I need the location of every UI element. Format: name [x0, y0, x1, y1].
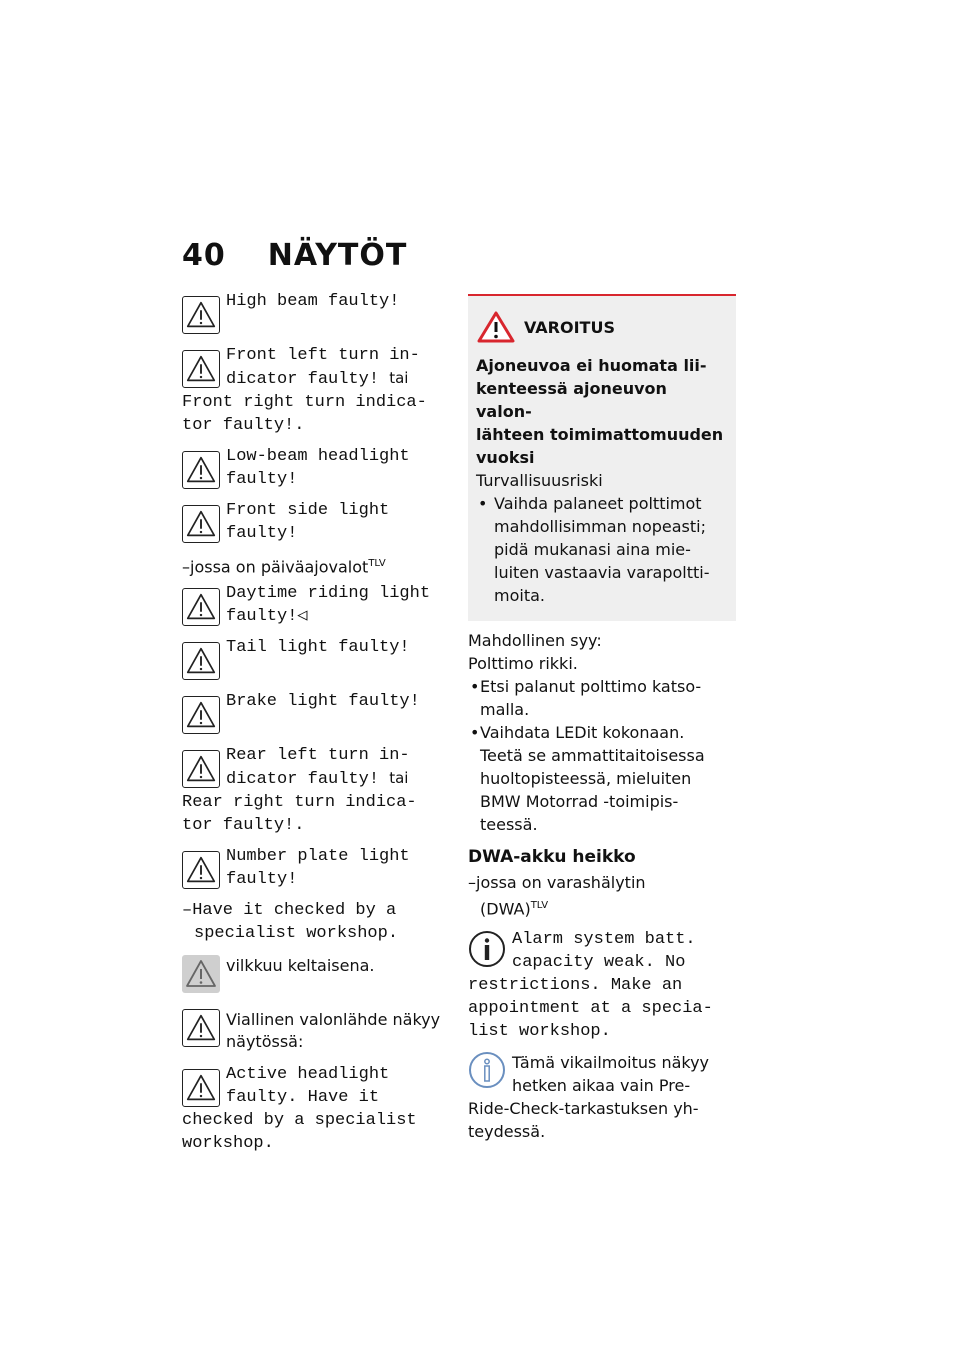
message-drl: Daytime riding light faulty!◁ — [182, 582, 452, 628]
warning-triangle-icon — [182, 505, 220, 543]
info-outline-icon — [468, 1051, 506, 1089]
warning-triangle-icon — [182, 1009, 220, 1047]
warning-triangle-icon — [182, 642, 220, 680]
message-alarm-battery: Alarm system batt. capacity weak. No restrictions. Make an appointment at a specia- list workshop. — [468, 930, 713, 1042]
message-tail: Tail light faulty! — [182, 636, 452, 682]
warning-triangle-filled-icon — [182, 955, 220, 993]
warning-triangle-icon — [182, 750, 220, 788]
section-title-dwa: DWA-akku heikko — [468, 847, 636, 867]
warning-bullet: • Vaihda palaneet polttimot mahdollisimman nopeasti; pidä mukanasi aina mie- luiten vastaavia varapoltti- moita. — [476, 492, 726, 607]
warning-red-triangle-icon — [476, 310, 516, 344]
warning-triangle-icon — [182, 296, 220, 334]
message-number-plate: Number plate light faulty! — [182, 845, 452, 891]
message-front-turn: Front left turn in- dicator faulty! tai Front right turn indica- tor faulty!. — [182, 346, 427, 435]
message-low-beam: Low-beam headlight faulty! — [182, 445, 452, 491]
warning-box — [468, 294, 736, 621]
message-front-side: Front side light faulty! — [182, 499, 452, 545]
left-column — [182, 290, 452, 1163]
warning-triangle-icon — [182, 451, 220, 489]
warning-heading: VAROITUS — [476, 310, 726, 344]
message-rear-turn: Rear left turn in- dicator faulty! tai Rear right turn indica- tor faulty!. — [182, 746, 417, 836]
message-active-headlight: Active headlight faulty. Have it checked by a specialist workshop. — [182, 1065, 417, 1154]
page-header — [182, 238, 407, 273]
warning-triangle-icon — [182, 588, 220, 626]
info-note: Tämä vikailmoitus näkyy hetken aikaa vain Pre- Ride-Check-tarkastuksen yh- teydessä. — [468, 1053, 710, 1142]
message-brake: Brake light faulty! — [182, 690, 452, 736]
warning-title: Ajoneuvoa ei huomata lii- kenteessä ajoneuvon valon- lähteen toimimattomuuden vuoksi — [476, 356, 724, 467]
message-faulty-light-source: Viallinen valonlähde näkyy näytössä: — [182, 1009, 452, 1055]
possible-cause: Mahdollinen syy: Polttimo rikki. — [468, 631, 602, 673]
page-number: 40 — [182, 238, 226, 273]
message-high-beam: High beam faulty! — [182, 290, 452, 336]
drl-intro: –jossa on päiväajovalot$^{TLV}$ — [182, 557, 386, 577]
action-bullet-find: • Etsi palanut polttimo katso- malla. — [468, 675, 738, 721]
message-flashing-yellow: vilkkuu keltaisena. — [182, 955, 452, 1001]
page-title: NÄYTÖT — [267, 238, 408, 273]
warning-triangle-icon — [182, 1069, 220, 1107]
warning-triangle-icon — [182, 696, 220, 734]
warning-triangle-icon — [182, 350, 220, 388]
action-bullet-replace: • Vaihdata LEDit kokonaan. Teetä se ammattitaitoisessa huoltopisteessä, mieluiten BMW Motorrad -toimipis- teessä. — [468, 721, 738, 836]
instruction-have-checked: –Have it checked by a specialist workshop. — [182, 901, 399, 944]
right-column — [468, 294, 738, 1151]
dwa-intro: –jossa on varashälytin (DWA)$^{TLV}$ — [468, 873, 646, 919]
warning-triangle-icon — [182, 851, 220, 889]
warning-risk: Turvallisuusriski — [476, 471, 603, 490]
info-icon — [468, 930, 506, 968]
